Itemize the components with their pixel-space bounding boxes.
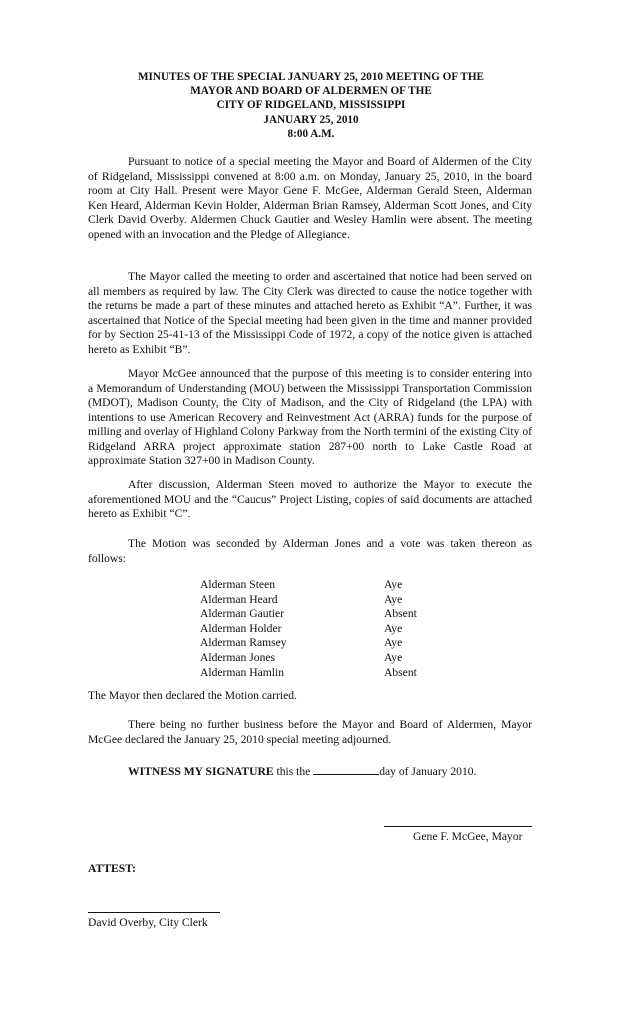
vote-row [200,636,460,651]
witness-end-text: day of January 2010. [379,765,477,778]
paragraph-motion: After discussion, Alderman Steen moved to authorize the Mayor to execute the aforementioned MOU and the “Caucus” Project Listing, copies of said documents are attached hereto as Exhibit “C”. [88,478,532,520]
vote-row [200,666,460,681]
paragraph-notice: The Mayor called the meeting to order and ascertained that notice had been served on all members as required by law. The City Clerk was directed to cause the notice together with the returns be made a part of these minutes and attached hereto as Exhibit “A”. Further, it was ascertained that Notice of the Special meeting had been given in the time and manner provided for by Section 25-41-13 of the Mississippi Code of 1972, a copy of the notice given is attached hereto as Exhibit “B”. [88,270,532,356]
paragraph-adjourned: There being no further business before the Mayor and Board of Aldermen, Mayor McGee declared the January 25, 2010 special meeting adjourned. [88,718,532,746]
paragraph-convening: Pursuant to notice of a special meeting the Mayor and Board of Aldermen of the City of Ridgeland, Mississippi convened at 8:00 a.m. on Monday, January 25, 2010, in the board room at City Hall. Present were Mayor Gene F. McGee, Alderman Gerald Steen, Alderman Ken Heard, Alderman Kevin Holder, Alderman Brian Ramsey, Alderman Scott Jones, and City Clerk David Overby. Aldermen Chuck Gautier and Wesley Hamlin were absent. The meeting opened with an invocation and the Pledge of Allegiance. [88,155,532,241]
witness-middle-text: this the [273,765,314,778]
vote-row [200,593,460,608]
witness-line [128,764,476,780]
vote-row [200,622,460,637]
vote-value: Aye [384,621,403,635]
vote-value: Absent [384,607,417,621]
paragraph-second: The Motion was seconded by Alderman Jones and a vote was taken thereon as follows: [88,537,532,565]
header-line-3: CITY OF RIDGELAND, MISSISSIPPI [216,99,406,112]
vote-alderman-name: Alderman Holder [200,621,282,635]
vote-table [200,578,460,680]
vote-row [200,578,460,593]
clerk-signature-label: David Overby, City Clerk [88,916,208,929]
mayor-signature-line [384,826,532,827]
document-header [0,70,622,141]
header-line-2: MAYOR AND BOARD OF ALDERMEN OF THE [190,85,432,98]
witness-label: WITNESS MY SIGNATURE [128,765,274,778]
vote-value: Aye [384,650,403,664]
day-blank [313,764,379,775]
vote-alderman-name: Alderman Heard [200,592,278,606]
vote-alderman-name: Alderman Jones [200,650,276,664]
vote-alderman-name: Alderman Ramsey [200,636,287,650]
attest-label: ATTEST: [88,862,136,875]
mayor-signature-label: Gene F. McGee, Mayor [413,830,523,843]
vote-value: Aye [384,592,403,606]
clerk-signature-line [88,912,220,913]
vote-alderman-name: Alderman Hamlin [200,665,285,679]
vote-alderman-name: Alderman Steen [200,578,276,591]
vote-value: Aye [384,636,403,650]
vote-row [200,651,460,666]
vote-row [200,607,460,622]
header-line-5: 8:00 A.M. [287,127,335,140]
vote-value: Aye [384,578,403,591]
motion-carried-text: The Mayor then declared the Motion carried. [88,689,297,702]
header-line-1: MINUTES OF THE SPECIAL JANUARY 25, 2010 MEETING OF THE [137,71,485,83]
vote-alderman-name: Alderman Gautier [200,607,285,621]
paragraph-purpose: Mayor McGee announced that the purpose of this meeting is to consider entering into a Memorandum of Understanding (MOU) between the Mississippi Transportation Commission (MDOT), Madison County, the City of Madison, and the City of Ridgeland (the LPA) with intentions to use American Recovery and Reinvestment Act (ARRA) funds for the purpose of milling and overlay of Highland Colony Parkway from the North termini of the existing City of Ridgeland ARRA project approximate station 287+00 north to Lake Castle Road at approximate Station 327+00 in Madison County. [88,367,532,467]
vote-value: Absent [384,665,417,679]
header-line-4: JANUARY 25, 2010 [263,113,359,126]
